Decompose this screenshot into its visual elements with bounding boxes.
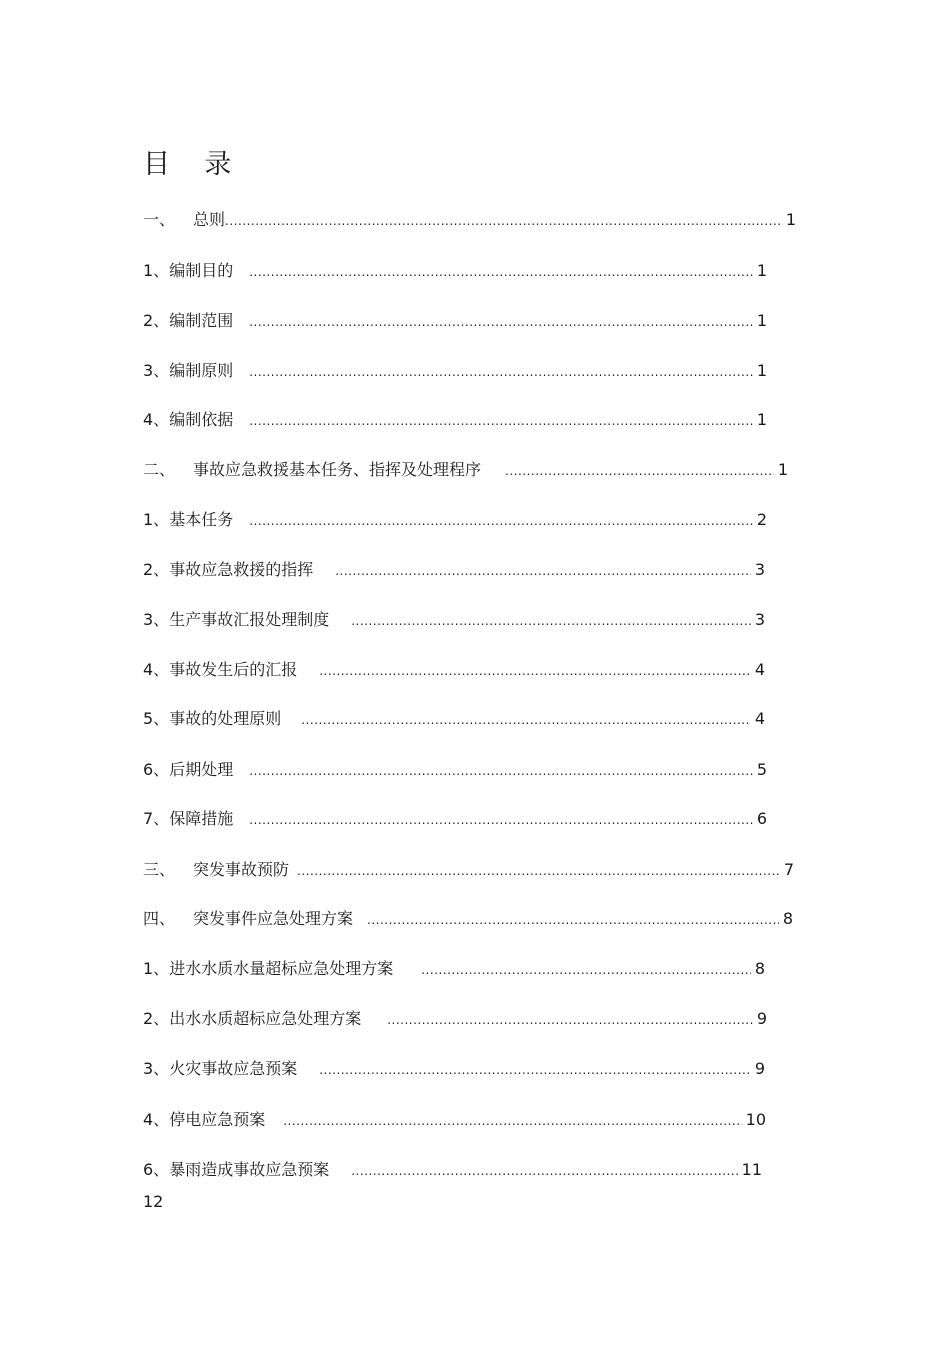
toc-entry-label: 编制范围 xyxy=(169,311,234,330)
toc-entry[interactable] xyxy=(143,606,765,630)
toc-leader-dots xyxy=(249,414,753,430)
toc-entry-page: 10 xyxy=(745,1110,766,1129)
toc-entry-label: 突发事件应急处理方案 xyxy=(193,909,354,928)
toc-entry[interactable] xyxy=(143,556,765,580)
toc-entry-number: 1、 xyxy=(143,261,170,280)
toc-entry-page: 3 xyxy=(754,610,765,629)
toc-entry-number: 1、 xyxy=(143,959,170,978)
toc-entry-page: 9 xyxy=(754,1059,765,1078)
toc-entry[interactable] xyxy=(143,456,788,480)
toc-leader-dots xyxy=(249,315,753,331)
toc-entry[interactable] xyxy=(143,856,794,880)
toc-leader-dots xyxy=(249,813,753,829)
toc-entry-page: 1 xyxy=(777,460,788,479)
toc-leader-dots xyxy=(335,564,751,580)
toc-entry-number: 三、 xyxy=(143,860,176,879)
toc-entry-page: 8 xyxy=(754,959,765,978)
page-title: 目 录 xyxy=(143,149,232,180)
toc-entry[interactable] xyxy=(143,955,765,979)
toc-entry[interactable] xyxy=(143,506,767,530)
toc-entry[interactable] xyxy=(143,1055,765,1079)
toc-entry-label: 事故的处理原则 xyxy=(169,709,282,728)
toc-entry[interactable] xyxy=(143,357,767,381)
toc-entry-label: 基本任务 xyxy=(169,510,234,529)
toc-entry-number: 3、 xyxy=(143,361,170,380)
toc-entry[interactable] xyxy=(143,1156,762,1180)
toc-entry-label: 编制依据 xyxy=(169,410,234,429)
toc-leader-dots xyxy=(225,214,782,230)
toc-entry[interactable] xyxy=(143,206,796,230)
toc-entry-page: 7 xyxy=(783,860,794,879)
toc-entry-page: 6 xyxy=(756,809,767,828)
toc-entry-label: 暴雨造成事故应急预案 xyxy=(169,1160,330,1179)
toc-entry-label: 编制原则 xyxy=(169,361,234,380)
toc-entry-number: 5、 xyxy=(143,709,170,728)
toc-leader-dots xyxy=(283,1114,741,1130)
toc-leader-dots xyxy=(249,764,753,780)
toc-entry[interactable] xyxy=(143,705,765,729)
toc-entry-number: 一、 xyxy=(143,210,176,229)
toc-entry-page: 1 xyxy=(756,361,767,380)
toc-entry[interactable] xyxy=(143,905,793,929)
toc-entry[interactable] xyxy=(143,656,765,680)
toc-entry-number: 二、 xyxy=(143,460,176,479)
toc-leader-dots xyxy=(421,963,751,979)
toc-entry-number: 4、 xyxy=(143,1110,170,1129)
toc-entry-page: 1 xyxy=(756,410,767,429)
toc-entry-label: 停电应急预案 xyxy=(169,1110,266,1129)
toc-entry-label: 出水水质超标应急处理方案 xyxy=(169,1009,362,1028)
toc-entry-label: 编制目的 xyxy=(169,261,234,280)
toc-entry-label: 突发事故预防 xyxy=(193,860,290,879)
toc-entry-label: 保障措施 xyxy=(169,809,234,828)
toc-entry-label: 事故发生后的汇报 xyxy=(169,660,298,679)
toc-leader-dots xyxy=(249,265,753,281)
toc-leader-dots xyxy=(297,864,780,880)
toc-entry-number: 7、 xyxy=(143,809,170,828)
toc-entry[interactable] xyxy=(143,756,767,780)
toc-entry-page: 8 xyxy=(782,909,793,928)
toc-entry-number: 4、 xyxy=(143,410,170,429)
toc-entry[interactable] xyxy=(143,805,767,829)
toc-entry-number: 3、 xyxy=(143,1059,170,1078)
toc-entry-label: 进水水质水量超标应急处理方案 xyxy=(169,959,394,978)
toc-leader-dots xyxy=(351,614,751,630)
toc-entry[interactable] xyxy=(143,1005,767,1029)
toc-entry-page: 1 xyxy=(785,210,796,229)
toc-entry-label: 事故应急救援的指挥 xyxy=(169,560,314,579)
toc-entry[interactable] xyxy=(143,257,767,281)
toc-entry-number: 6、 xyxy=(143,1160,170,1179)
toc-entry-page: 5 xyxy=(756,760,767,779)
toc-leader-dots xyxy=(249,365,753,381)
toc-entry-page: 3 xyxy=(754,560,765,579)
toc-entry-label: 火灾事故应急预案 xyxy=(169,1059,298,1078)
toc-entry-number: 2、 xyxy=(143,560,170,579)
toc-entry-page: 4 xyxy=(754,709,765,728)
toc-leader-dots xyxy=(301,713,751,729)
toc-entry-number: 2、 xyxy=(143,1009,170,1028)
toc-leader-dots xyxy=(367,913,779,929)
toc-leader-dots xyxy=(387,1013,753,1029)
toc-leader-dots xyxy=(319,1063,751,1079)
toc-entry-page: 1 xyxy=(756,311,767,330)
toc-entry-page: 2 xyxy=(756,510,767,529)
toc-entry-label: 总则 xyxy=(193,210,226,229)
toc-leader-dots xyxy=(505,464,774,480)
toc-entry-page: 9 xyxy=(756,1009,767,1028)
toc-entry-number: 四、 xyxy=(143,909,176,928)
toc-entry-page: 11 xyxy=(741,1160,762,1179)
toc-entry-number: 2、 xyxy=(143,311,170,330)
toc-entry-label: 生产事故汇报处理制度 xyxy=(169,610,330,629)
toc-entry-number: 3、 xyxy=(143,610,170,629)
toc-entry[interactable] xyxy=(143,307,767,331)
toc-entry-page: 1 xyxy=(756,261,767,280)
trailing-page-number: 12 xyxy=(143,1192,164,1211)
toc-entry-number: 4、 xyxy=(143,660,170,679)
toc-entry[interactable] xyxy=(143,406,767,430)
toc-leader-dots xyxy=(351,1164,737,1180)
toc-entry-number: 6、 xyxy=(143,760,170,779)
toc-entry[interactable] xyxy=(143,1106,766,1130)
toc-entry-label: 后期处理 xyxy=(169,760,234,779)
toc-entry-number: 1、 xyxy=(143,510,170,529)
toc-leader-dots xyxy=(249,514,753,530)
toc-entry-page: 4 xyxy=(754,660,765,679)
toc-leader-dots xyxy=(319,664,751,680)
toc-entry-label: 事故应急救援基本任务、指挥及处理程序 xyxy=(193,460,482,479)
